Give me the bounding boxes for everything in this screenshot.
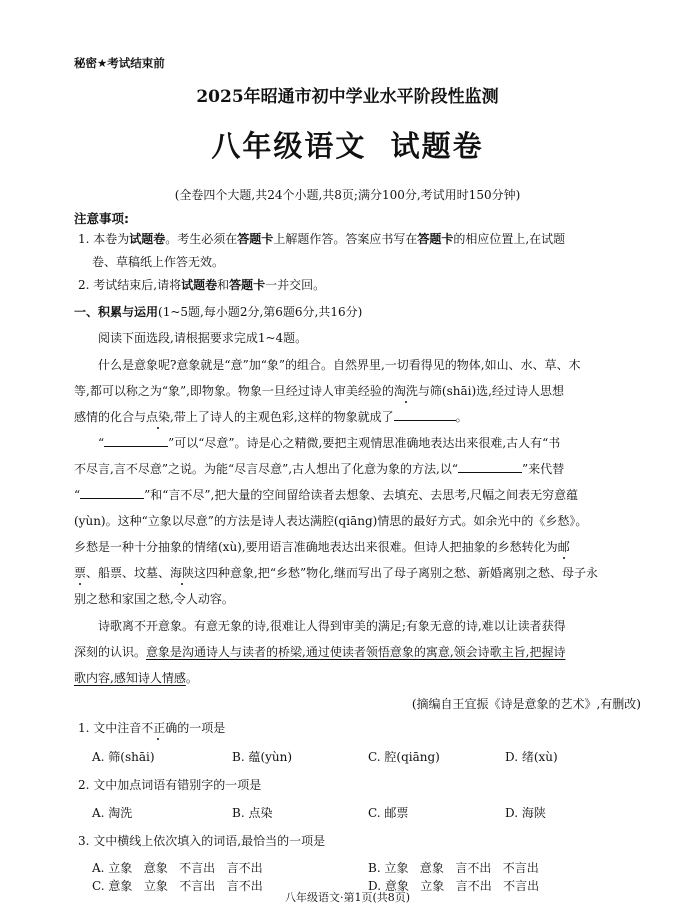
underlined-sentence: 意象是沟通诗人与读者的桥梁,通过使读者领悟意象的寓意,领会诗歌主旨,把握诗 [146, 645, 566, 659]
option-c: C. 意象 立象 不言出 言不出 [92, 879, 263, 893]
notice-bold: 答题卡 [229, 278, 266, 292]
passage-line [98, 434, 560, 451]
option-d: D. 绪(xù) [505, 750, 558, 764]
option-b: B. 蕴(yùn) [232, 750, 293, 764]
confidential-mark: 秘密★考试结束前 [74, 56, 165, 70]
passage-text: 不尽言,言不尽意”之说。为能“尽言尽意”,古人想出了化意为象的方法,以“ [74, 462, 458, 476]
question-2: 2. 文中加点词语有错别字的一项是 [78, 778, 262, 792]
option-d: D. 海陕 [505, 806, 546, 820]
passage-text: 与筛(shāi)选,经过诗人思想 [417, 384, 564, 398]
passage-line [74, 460, 564, 477]
passage-line: 诗歌离不开意象。有意无象的诗,很难让人得到审美的满足;有象无意的诗,难以让读者获得 [98, 619, 566, 633]
dotted-word: 淘洗 [393, 384, 418, 398]
exam-name: 2025年昭通市初中学业水平阶段性监测 [196, 87, 499, 107]
passage-text: ”可以“尽意”。诗是心之精微,要把主观情思准确地表达出来很难,古人有“书 [168, 436, 561, 450]
option-a: A. 淘洗 [92, 806, 133, 820]
passage-text: 、船票、坟墓、 [86, 566, 171, 580]
notice-item-1-cont: 卷、草稿纸上作答无效。 [92, 255, 225, 269]
fill-blank [80, 488, 144, 499]
passage-text: 。 [185, 671, 198, 685]
dotted-word: 海陕 [170, 566, 195, 580]
passage-text: ”来代替 [522, 462, 565, 476]
passage-line [74, 408, 468, 425]
option-d: D. 意象 立象 言不出 不言出 [368, 879, 540, 893]
notice-text: 上解题作答。答案应书写在 [273, 232, 418, 246]
question-1 [78, 717, 225, 740]
notice-bold: 试题卷 [181, 278, 218, 292]
option-b: B. 点染 [232, 806, 273, 820]
passage-text: ,带上了诗人的主观色彩,这样的物象就成了 [170, 410, 394, 424]
passage-line [74, 669, 198, 686]
notice-heading: 注意事项: [74, 211, 129, 226]
notice-text: 一并交回。 [265, 278, 326, 292]
notice-text: 2. 考试结束后,请将 [78, 278, 182, 292]
fill-blank [104, 436, 168, 447]
fill-blank [394, 410, 456, 421]
passage-text: 这四种意象,把“乡愁”物化,继而写出了母子离别之愁、新婚离别之愁、母子永 [194, 566, 598, 580]
passage-text: 。 [455, 410, 468, 424]
passage-line [74, 382, 564, 399]
notice-text: 。考生必须在 [165, 232, 238, 246]
notice-item-2 [78, 274, 325, 297]
option-c: C. 邮票 [368, 806, 409, 820]
dotted-word: 不正确 [141, 721, 178, 735]
exam-info: (全卷四个大题,共24个小题,共8页;满分100分,考试用时150分钟) [174, 188, 521, 202]
passage-text: “ [74, 488, 81, 502]
question-text: 的一项是 [177, 721, 226, 735]
notice-text: 和 [217, 278, 230, 292]
passage-line: 什么是意象呢?意象就是“意”加“象”的组合。自然界里,一切看得见的物体,如山、水、草、木 [98, 358, 581, 372]
dotted-word: 邮 [557, 540, 570, 554]
section-intro: 阅读下面选段,请根据要求完成1~4题。 [98, 331, 308, 345]
notice-bold: 答题卡 [417, 232, 454, 246]
passage-line: (yùn)。这种“立象以尽意”的方法是诗人表达满腔(qiāng)情思的最好方式。如余光中的《乡愁》。 [74, 514, 588, 528]
page-title: 八年级语文 试题卷 [211, 129, 484, 163]
passage-text: 乡愁是一种十分抽象的情绪(xù),要用语言准确地表达出来很难。但诗人把抽象的乡愁转化为 [74, 540, 558, 554]
passage-source: (摘编自王宜振《诗是意象的艺术》,有删改) [411, 697, 641, 711]
page-footer: 八年级语文·第1页(共8页) [284, 891, 411, 904]
option-b: B. 立象 意象 言不出 不言出 [368, 861, 539, 875]
underlined-sentence: 歌内容,感知诗人情感 [74, 671, 186, 685]
section-info: (1~5题,每小题2分,第6题6分,共16分) [158, 305, 363, 319]
passage-line [74, 643, 565, 660]
section-heading [74, 301, 362, 324]
notice-text: 1. 本卷为 [78, 232, 130, 246]
passage-text: 感情的化合与 [74, 410, 147, 424]
passage-line [74, 564, 598, 581]
option-a: A. 立象 意象 不言出 言不出 [92, 861, 263, 875]
option-a: A. 筛(shāi) [92, 750, 155, 764]
dotted-word: 票 [74, 566, 87, 580]
notice-text: 的相应位置上,在试题 [453, 232, 566, 246]
dotted-word: 点染 [146, 410, 171, 424]
notice-item-1 [78, 228, 565, 251]
passage-line [74, 538, 570, 555]
section-title: 一、积累与运用 [74, 305, 159, 319]
passage-line: 别之愁和家国之愁,令人动容。 [74, 592, 234, 606]
passage-text: 深刻的认识。 [74, 645, 147, 659]
question-text: 1. 文中注音 [78, 721, 142, 735]
fill-blank [458, 462, 522, 473]
option-c: C. 腔(qiāng) [368, 750, 440, 764]
passage-text: 等,都可以称之为“象”,即物象。物象一旦经过诗人审美经验的 [74, 384, 394, 398]
passage-text: “ [98, 436, 105, 450]
question-3: 3. 文中横线上依次填入的词语,最恰当的一项是 [78, 834, 326, 848]
passage-line [74, 486, 578, 503]
passage-text: ”和“言不尽”,把大量的空间留给读者去想象、去填充、去思考,尺幅之间表无穷意蕴 [144, 488, 579, 502]
notice-bold: 试题卷 [129, 232, 166, 246]
notice-bold: 答题卡 [237, 232, 274, 246]
